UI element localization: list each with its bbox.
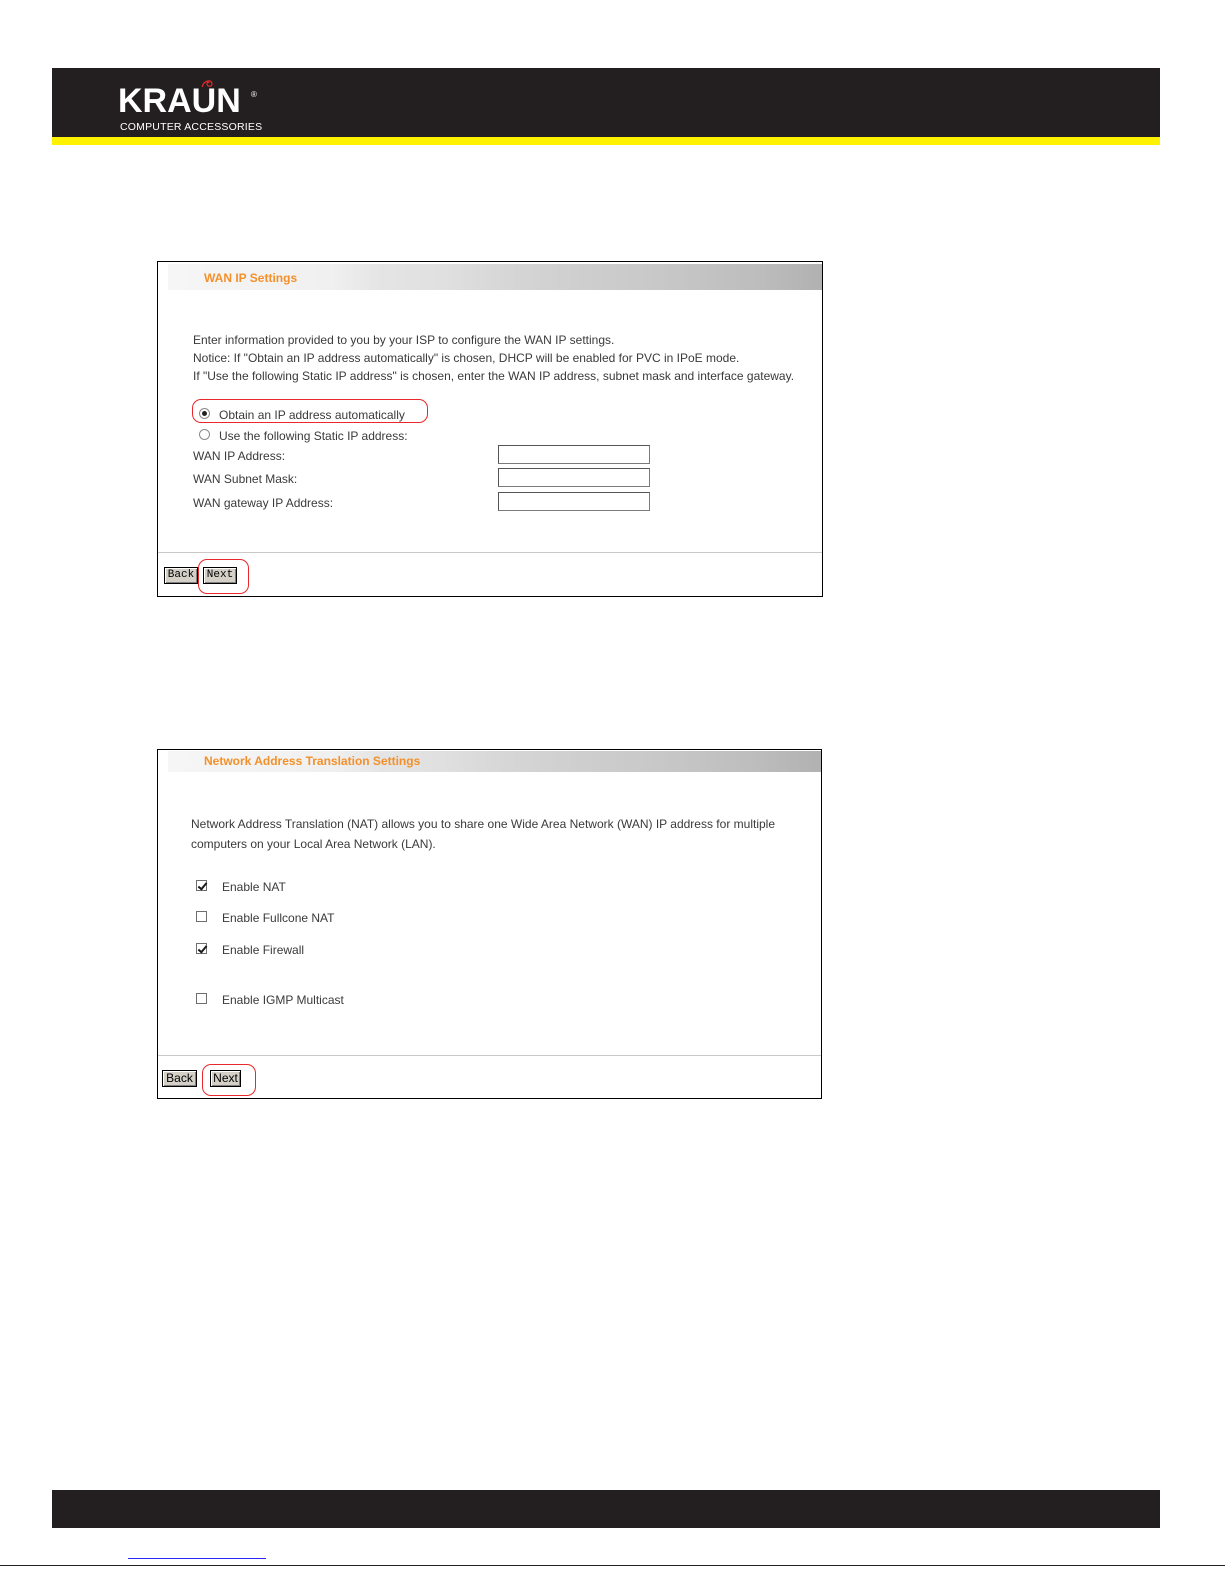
panel-divider [158, 552, 822, 553]
panel-divider [158, 1055, 821, 1056]
next-button[interactable]: Next [203, 567, 237, 584]
enable-fullcone-nat-checkbox[interactable] [196, 911, 207, 922]
brand-header-stripe [52, 137, 1160, 145]
nat-settings-panel [157, 749, 822, 1099]
wan-gateway-label: WAN gateway IP Address: [193, 496, 334, 510]
enable-igmp-multicast-checkbox[interactable] [196, 993, 207, 1004]
enable-nat-label[interactable]: Enable NAT [222, 880, 286, 894]
enable-firewall-checkbox[interactable] [196, 943, 207, 954]
wan-ip-settings-panel [157, 261, 823, 597]
enable-fullcone-nat-label[interactable]: Enable Fullcone NAT [222, 911, 335, 925]
back-button[interactable]: Back [164, 567, 198, 584]
wan-subnet-mask-input[interactable] [498, 468, 650, 487]
obtain-ip-auto-radio[interactable] [199, 408, 210, 419]
brand-footer [52, 1490, 1160, 1528]
notice-text: Notice: If "Obtain an IP address automatically" is chosen, DHCP will be enabled for PVC in IPoE mode. [193, 351, 740, 365]
static-ip-radio[interactable] [199, 429, 210, 440]
panel-title: WAN IP Settings [204, 271, 298, 285]
static-ip-label[interactable]: Use the following Static IP address: [219, 429, 408, 443]
brand-tagline: COMPUTER ACCESSORIES [120, 121, 263, 133]
panel-titlebar [168, 264, 822, 290]
footer-link-underline [128, 1558, 266, 1559]
obtain-ip-auto-label[interactable]: Obtain an IP address automatically [219, 408, 405, 422]
next-button[interactable]: Next [210, 1070, 241, 1087]
brand-logo [118, 78, 268, 134]
intro-text: Enter information provided to you by your ISP to configure the WAN IP settings. [193, 333, 615, 347]
nat-description-line2: computers on your Local Area Network (LAN). [191, 837, 436, 851]
panel-title: Network Address Translation Settings [204, 754, 421, 768]
enable-igmp-multicast-label[interactable]: Enable IGMP Multicast [222, 993, 344, 1007]
enable-firewall-label[interactable]: Enable Firewall [222, 943, 305, 957]
registered-mark: ® [251, 90, 257, 99]
static-note-text: If "Use the following Static IP address" is chosen, enter the WAN IP address, subnet mask and interface gateway. [193, 369, 795, 383]
back-button[interactable]: Back [162, 1070, 197, 1087]
wan-subnet-mask-label: WAN Subnet Mask: [193, 472, 298, 486]
wan-ip-address-input[interactable] [498, 445, 650, 464]
wan-gateway-input[interactable] [498, 492, 650, 511]
brand-name: KRAUN [118, 82, 241, 120]
page-bottom-rule [0, 1565, 1225, 1566]
nat-description-line1: Network Address Translation (NAT) allows you to share one Wide Area Network (WAN) IP address for multiple [191, 817, 775, 831]
wan-ip-address-label: WAN IP Address: [193, 449, 286, 463]
enable-nat-checkbox[interactable] [196, 880, 207, 891]
panel-titlebar [168, 751, 821, 772]
